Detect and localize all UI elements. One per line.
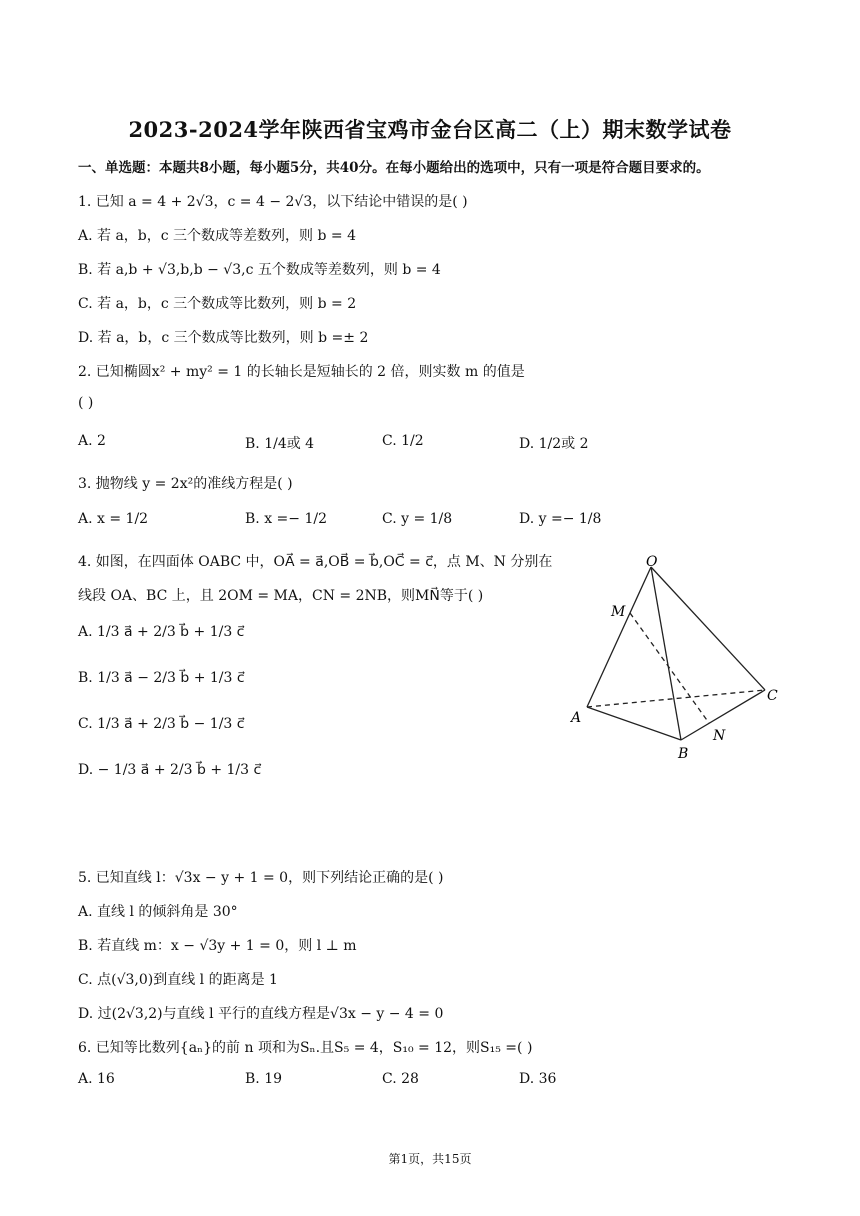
- question-4-option-d: D. − 1/3 a⃗ + 2/3 b⃗ + 1/3 c⃗: [78, 762, 262, 778]
- label-m: M: [611, 604, 626, 620]
- label-b: B: [678, 746, 689, 762]
- question-2-option-a: A. 2: [78, 433, 106, 449]
- question-4-option-c: C. 1/3 a⃗ + 2/3 b⃗ − 1/3 c⃗: [78, 716, 245, 732]
- question-5-stem: 5. 已知直线 l：√3x − y + 1 = 0，则下列结论正确的是( ): [78, 870, 444, 886]
- question-4-stem-line1: 4. 如图，在四面体 OABC 中，OA⃗ = a⃗,OB⃗ = b⃗,OC⃗ = c⃗，点 M、N 分别在: [78, 554, 553, 570]
- edge-oa: [587, 567, 651, 707]
- question-3-option-c: C. y = 1/8: [382, 511, 453, 527]
- question-4-stem-line2: 线段 OA、BC 上，且 2OM = MA，CN = 2NB，则MN⃗等于( ): [78, 588, 484, 604]
- section-heading: 一、单选题：本题共8小题，每小题5分，共40分。在每小题给出的选项中，只有一项是符合题目要求的。: [78, 160, 710, 176]
- question-2-option-c: C. 1/2: [382, 433, 424, 449]
- segment-mn-hidden: [630, 613, 709, 723]
- question-6-option-a: A. 16: [78, 1071, 115, 1087]
- question-1-option-b: B. 若 a,b + √3,b,b − √3,c 五个数成等差数列，则 b = 4: [78, 262, 441, 278]
- label-c: C: [767, 688, 778, 704]
- question-1-option-d: D. 若 a，b，c 三个数成等比数列，则 b =± 2: [78, 330, 369, 346]
- question-1-option-c: C. 若 a，b，c 三个数成等比数列，则 b = 2: [78, 296, 357, 312]
- question-5-option-c: C. 点(√3,0)到直线 l 的距离是 1: [78, 972, 278, 988]
- question-6-option-c: C. 28: [382, 1071, 419, 1087]
- page-title: 2023-2024学年陕西省宝鸡市金台区高二（上）期末数学试卷: [128, 117, 732, 142]
- edge-ob: [651, 567, 681, 740]
- label-o: O: [646, 554, 658, 570]
- question-3-option-b: B. x =− 1/2: [245, 511, 327, 527]
- label-n: N: [713, 728, 726, 744]
- question-3-option-d: D. y =− 1/8: [519, 511, 602, 527]
- page-footer: 第1页，共15页: [388, 1152, 472, 1166]
- label-a: A: [571, 710, 582, 726]
- question-5-option-b: B. 若直线 m：x − √3y + 1 = 0，则 l ⊥ m: [78, 938, 357, 954]
- tetrahedron-figure: [565, 550, 795, 765]
- question-6-option-d: D. 36: [519, 1071, 557, 1087]
- question-2-option-b: B. 1/4或 4: [245, 436, 315, 452]
- question-2-stem: 2. 已知椭圆x² + my² = 1 的长轴长是短轴长的 2 倍，则实数 m 的值是: [78, 364, 525, 380]
- edge-oc: [651, 567, 765, 690]
- question-1-stem: 1. 已知 a = 4 + 2√3，c = 4 − 2√3，以下结论中错误的是( ): [78, 194, 468, 210]
- question-4-option-a: A. 1/3 a⃗ + 2/3 b⃗ + 1/3 c⃗: [78, 624, 245, 640]
- question-5-option-d: D. 过(2√3,2)与直线 l 平行的直线方程是√3x − y − 4 = 0: [78, 1006, 444, 1022]
- question-2-option-d: D. 1/2或 2: [519, 436, 589, 452]
- question-3-option-a: A. x = 1/2: [78, 511, 149, 527]
- question-1-option-a: A. 若 a，b，c 三个数成等差数列，则 b = 4: [78, 228, 357, 244]
- question-4-option-b: B. 1/3 a⃗ − 2/3 b⃗ + 1/3 c⃗: [78, 670, 245, 686]
- edge-ac-hidden: [587, 690, 765, 707]
- question-2-paren: ( ): [78, 395, 94, 411]
- question-5-option-a: A. 直线 l 的倾斜角是 30°: [78, 904, 238, 920]
- edge-ab: [587, 707, 681, 740]
- question-6-option-b: B. 19: [245, 1071, 283, 1087]
- question-6-stem: 6. 已知等比数列{aₙ}的前 n 项和为Sₙ.且S₅ = 4，S₁₀ = 12，则S₁₅ =( ): [78, 1040, 533, 1056]
- question-3-stem: 3. 抛物线 y = 2x²的准线方程是( ): [78, 476, 293, 492]
